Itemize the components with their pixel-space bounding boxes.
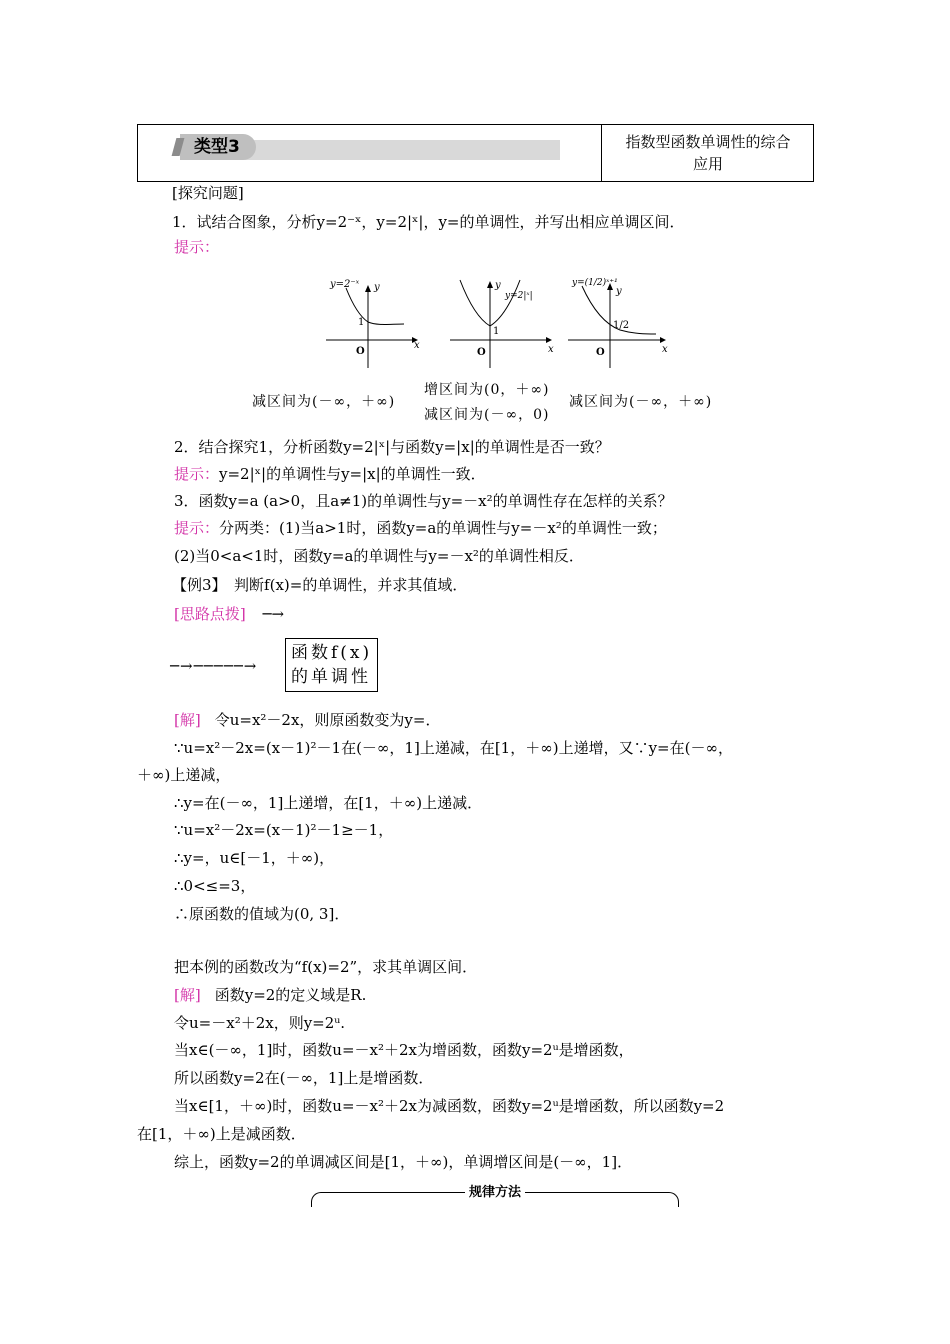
graph1-caption: 减区间为(－∞，＋∞) <box>252 394 396 410</box>
graph3-x-arrow <box>660 337 666 343</box>
variant-line-4: 所以函数y=2在(－∞，1]上是增函数． <box>174 1069 434 1087</box>
graph2-caption-dec: 减区间为(－∞，0) <box>424 407 550 423</box>
graph1-y-arrow <box>365 285 371 292</box>
thinking-tip-label: [思路点拨] <box>174 605 246 623</box>
graph2-label: y=2|ˣ| <box>505 291 533 301</box>
graph-2 <box>450 280 554 368</box>
graph3-y-label: y <box>616 286 622 297</box>
variant-line-5: 当x∈[1，＋∞)时，函数u=－x²＋2x为减函数，函数y=2ᵘ是增函数，所以函数y=2 <box>174 1097 725 1115</box>
hint-label-2: 提示： <box>174 465 220 483</box>
solution-line-5: ∵u=x²－2x=(x－1)²－1≥－1， <box>174 821 394 839</box>
solution-label: [解] <box>174 711 201 729</box>
variant-line-1 <box>174 985 366 1005</box>
graph1-label: y=2⁻ˣ <box>330 279 360 290</box>
graph3-half: 1/2 <box>613 320 630 331</box>
variant-text-1: 函数y=2的定义域是R. <box>214 986 367 1004</box>
solution-line-6: ∴y=，u∈[－1，＋∞)， <box>174 849 335 867</box>
thinking-tip-row <box>174 604 284 624</box>
section-title-line1: 指数型函数单调性的综合 <box>625 133 791 151</box>
tip-arrow-dashed: ─→─────→ <box>170 657 258 675</box>
solution-text-1: 令u=x²－2x，则原函数变为y=． <box>214 711 441 729</box>
graph2-x-arrow <box>546 337 552 343</box>
concept-box-line1: 函数f(x) <box>291 643 373 663</box>
question-1: 1．试结合图象，分析y=2⁻ˣ，y=2|ˣ|，y=的单调性，并写出相应单调区间． <box>172 213 685 231</box>
graph2-y-arrow <box>487 281 493 288</box>
question-2: 2．结合探究1，分析函数y=2|ˣ|与函数y=|x|的单调性是否一致？ <box>174 438 610 456</box>
method-banner-text: 规律方法 <box>465 1185 525 1200</box>
solution-line-7: ∴0<≤=3， <box>174 877 256 895</box>
header-divider <box>601 125 602 181</box>
graph1-curve <box>346 288 404 325</box>
variant-prompt: 把本例的函数改为“f(x)=2”，求其单调区间． <box>174 958 478 976</box>
function-graphs <box>320 268 670 378</box>
example-title: 【例3】 判断f(x)=的单调性，并求其值域． <box>172 576 468 594</box>
graph3-label: y=(1/2)ˣ⁺¹ <box>572 278 618 288</box>
graph2-caption-inc: 增区间为(0，＋∞) <box>424 382 550 398</box>
section-header <box>137 124 814 182</box>
tip-arrow-top: ─→ <box>262 605 285 623</box>
answer-3-line2: (2)当0<a<1时，函数y=a的单调性与y=－x²的单调性相反． <box>174 547 584 565</box>
graph-1 <box>326 279 420 368</box>
variant-line-6: 在[1，＋∞)上是减函数． <box>137 1125 306 1143</box>
graph3-x-label: x <box>662 344 668 355</box>
graph-3 <box>568 277 668 368</box>
variant-line-7: 综上，函数y=2的单调减区间是[1，＋∞)，单调增区间是(－∞，1]． <box>174 1153 633 1171</box>
answer-2-text: y=2|ˣ|的单调性与y=|x|的单调性一致． <box>219 465 486 483</box>
section-title-line2: 应用 <box>692 155 723 173</box>
explore-heading: [探究问题] <box>172 184 244 202</box>
variant-line-3: 当x∈(－∞，1]时，函数u=－x²＋2x为增函数，函数y=2ᵘ是增函数， <box>174 1041 634 1059</box>
graph1-x-label: x <box>414 340 420 351</box>
graph2-one: 1 <box>493 326 500 337</box>
graph1-y-label: y <box>374 282 380 293</box>
type-label: 类型3 <box>180 134 256 160</box>
graph2-origin: O <box>477 347 486 358</box>
answer-3-text1: 分两类：(1)当a>1时，函数y=a的单调性与y=－x²的单调性一致； <box>219 519 667 537</box>
hint-label-3: 提示： <box>174 519 220 537</box>
question-3: 3．函数y=a (a>0，且a≠1)的单调性与y=－x²的单调性存在怎样的关系？ <box>174 492 673 510</box>
graph3-caption: 减区间为(－∞，＋∞) <box>569 394 713 410</box>
concept-box <box>285 638 378 692</box>
hint-label-1: 提示： <box>174 238 220 256</box>
answer-2 <box>174 464 486 484</box>
variant-solution-label: [解] <box>174 986 201 1004</box>
graph1-one: 1 <box>358 317 365 328</box>
solution-line-3: ＋∞)上递减， <box>137 766 231 784</box>
solution-line-8: ∴原函数的值域为(0, 3]． <box>174 905 350 923</box>
concept-box-line2: 的单调性 <box>291 667 371 687</box>
graph1-origin: O <box>356 346 365 357</box>
variant-line-2: 令u=－x²＋2x，则y=2ᵘ. <box>174 1014 346 1032</box>
graph2-y-label: y <box>495 280 501 291</box>
answer-3-line1 <box>174 518 667 538</box>
method-banner-label <box>311 1183 679 1203</box>
solution-line-2: ∵u=x²－2x=(x－1)²－1在(－∞，1]上递减，在[1，＋∞)上递增，又∵y=在(－∞， <box>174 739 733 757</box>
graph3-origin: O <box>596 347 605 358</box>
solution-line-1 <box>174 710 440 730</box>
section-title <box>608 131 808 175</box>
solution-line-4: ∴y=在(－∞，1]上递增，在[1，＋∞)上递减． <box>174 794 483 812</box>
graph2-x-label: x <box>548 344 554 355</box>
method-banner <box>311 1183 679 1203</box>
